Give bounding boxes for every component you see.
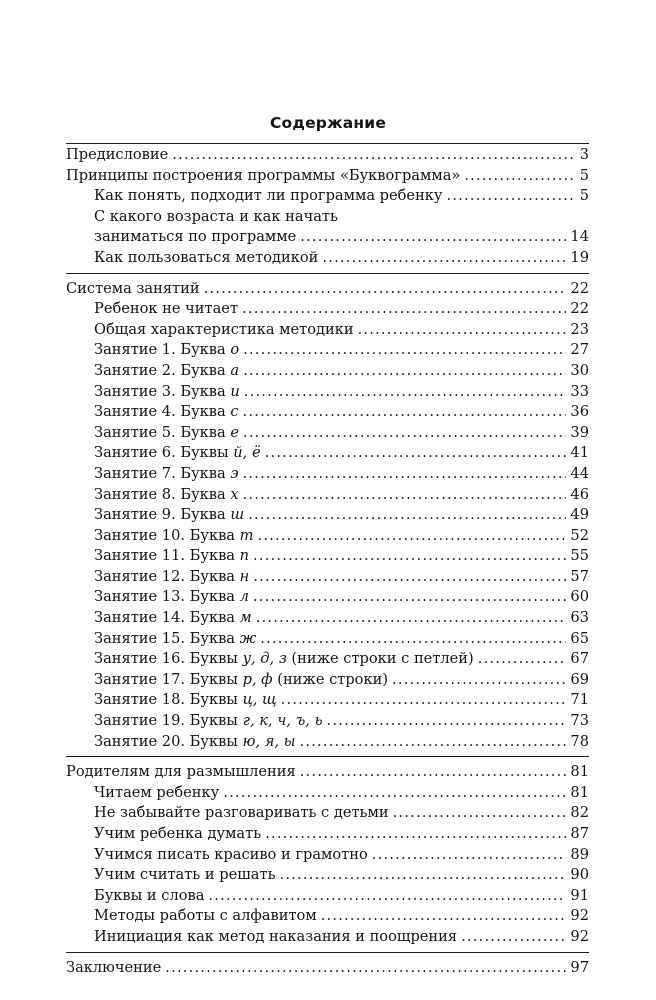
toc-entry[interactable] bbox=[66, 505, 589, 526]
toc-entry-title: С какого возраста и как начать bbox=[94, 207, 338, 225]
dot-leader bbox=[243, 340, 566, 361]
toc-entry[interactable] bbox=[66, 464, 589, 485]
toc-entry[interactable] bbox=[66, 227, 589, 248]
toc-entry[interactable] bbox=[66, 824, 589, 845]
toc-entry-title: Занятие 20. Буквы ю, я, ы bbox=[94, 732, 296, 750]
toc-entry[interactable] bbox=[66, 649, 589, 670]
page-number: 69 bbox=[570, 670, 589, 688]
dot-leader bbox=[447, 186, 576, 207]
dot-leader bbox=[243, 361, 566, 382]
toc-entry-title: Занятие 5. Буква е bbox=[94, 423, 239, 441]
toc-section[interactable] bbox=[66, 958, 589, 979]
page-number: 3 bbox=[579, 146, 589, 163]
toc-entry[interactable] bbox=[66, 340, 589, 361]
toc-entry[interactable] bbox=[66, 402, 589, 423]
toc-entry[interactable] bbox=[66, 587, 589, 608]
toc-entry[interactable] bbox=[66, 711, 589, 732]
dot-leader bbox=[242, 299, 566, 320]
toc-entry[interactable] bbox=[66, 207, 589, 228]
toc-entry-title: Занятие 4. Буква с bbox=[94, 403, 239, 421]
page-number: 67 bbox=[570, 650, 589, 668]
toc-entry[interactable] bbox=[66, 526, 589, 547]
page-number: 57 bbox=[570, 567, 589, 585]
dot-leader bbox=[461, 927, 566, 948]
dot-leader bbox=[248, 505, 566, 526]
toc-entry[interactable] bbox=[66, 670, 589, 691]
page-number: 19 bbox=[570, 248, 589, 266]
page-number: 36 bbox=[570, 403, 589, 421]
toc-entry-title: Не забывайте разговаривать с детьми bbox=[94, 804, 389, 822]
page-number: 30 bbox=[570, 361, 589, 379]
toc-entry-title: Занятие 8. Буква х bbox=[94, 485, 239, 503]
toc-entry[interactable] bbox=[66, 783, 589, 804]
page-number: 87 bbox=[570, 825, 589, 842]
dot-leader bbox=[253, 546, 566, 567]
page-number: 5 bbox=[579, 166, 589, 184]
dot-leader bbox=[243, 402, 567, 423]
dot-leader bbox=[165, 958, 566, 979]
toc-entry-title: Занятие 15. Буква ж bbox=[94, 629, 257, 647]
toc-entry-title: заниматься по программе bbox=[94, 228, 297, 246]
page-number: 81 bbox=[570, 783, 589, 801]
toc-entry[interactable] bbox=[66, 845, 589, 866]
toc-entry-title: Родителям для размышления bbox=[66, 763, 296, 781]
toc-entry-title: Учим ребенка думать bbox=[94, 825, 262, 842]
toc-entry-title: Учим считать и решать bbox=[94, 866, 276, 884]
dot-leader bbox=[300, 227, 566, 248]
dot-leader bbox=[256, 608, 567, 629]
dot-leader bbox=[478, 649, 567, 670]
toc-entry-title: Как понять, подходит ли программа ребенку bbox=[94, 187, 443, 205]
page-number: 82 bbox=[570, 804, 589, 822]
page-number: 89 bbox=[570, 845, 589, 863]
toc-entry[interactable] bbox=[66, 803, 589, 824]
toc-entry[interactable] bbox=[66, 690, 589, 711]
page-number: 78 bbox=[570, 732, 589, 750]
page-number: 44 bbox=[570, 464, 589, 482]
dot-leader bbox=[243, 464, 567, 485]
dot-leader bbox=[253, 567, 566, 588]
toc-entry-title: Как пользоваться методикой bbox=[94, 248, 319, 266]
toc-entry[interactable] bbox=[66, 886, 589, 907]
page-number: 5 bbox=[579, 187, 589, 205]
page-number: 27 bbox=[570, 341, 589, 359]
dot-leader bbox=[244, 382, 567, 403]
page-number: 23 bbox=[570, 320, 589, 338]
toc-entry-title: Предисловие bbox=[66, 146, 169, 163]
toc-entry-title: Занятие 13. Буква л bbox=[94, 588, 249, 606]
toc-entry-title: Занятие 1. Буква о bbox=[94, 341, 240, 359]
toc-section[interactable] bbox=[66, 145, 589, 166]
page-number: 46 bbox=[570, 485, 589, 503]
toc-entry-title: Занятие 11. Буква п bbox=[94, 547, 250, 565]
toc-entry[interactable] bbox=[66, 567, 589, 588]
toc-entry-title: Заключение bbox=[66, 958, 162, 976]
page-number: 81 bbox=[570, 763, 589, 781]
toc-entry-title: Занятие 19. Буквы г, к, ч, ъ, ь bbox=[94, 712, 323, 730]
dot-leader bbox=[322, 248, 566, 269]
page-number: 41 bbox=[570, 444, 589, 462]
toc-entry-title: Ребенок не читает bbox=[94, 300, 239, 318]
toc-entry[interactable] bbox=[66, 299, 589, 320]
page-number: 55 bbox=[570, 547, 589, 565]
dot-leader bbox=[204, 279, 567, 300]
page-number: 97 bbox=[570, 958, 589, 976]
toc-section[interactable] bbox=[66, 166, 589, 187]
dot-leader bbox=[243, 485, 567, 506]
page-number: 33 bbox=[570, 382, 589, 400]
toc-entry-title: Система занятий bbox=[66, 279, 200, 297]
toc-entry-title: Занятие 6. Буквы й, ё bbox=[94, 444, 261, 462]
page-number: 91 bbox=[570, 886, 589, 904]
toc-entry-title: Занятие 9. Буква ш bbox=[94, 506, 245, 524]
toc-entry-title: Читаем ребенку bbox=[94, 783, 220, 801]
toc-entry-title: Занятие 17. Буквы р, ф (ниже строки) bbox=[94, 670, 389, 688]
dot-leader bbox=[393, 803, 567, 824]
toc-entry[interactable] bbox=[66, 382, 589, 403]
toc-entry[interactable] bbox=[66, 732, 589, 753]
page-number: 65 bbox=[570, 629, 589, 647]
page-number: 22 bbox=[570, 279, 589, 297]
toc-entry-title: Занятие 2. Буква а bbox=[94, 361, 240, 379]
page-number: 52 bbox=[570, 526, 589, 544]
page-number: 92 bbox=[570, 927, 589, 945]
toc-entry[interactable] bbox=[66, 423, 589, 444]
page-number: 63 bbox=[570, 609, 589, 627]
toc-entry[interactable] bbox=[66, 361, 589, 382]
dot-leader bbox=[253, 587, 566, 608]
page-number: 90 bbox=[570, 866, 589, 884]
toc-entry[interactable] bbox=[66, 186, 589, 207]
toc-entry[interactable] bbox=[66, 443, 589, 464]
toc-entry[interactable] bbox=[66, 927, 589, 948]
page-number: 73 bbox=[570, 712, 589, 730]
dot-leader bbox=[281, 690, 567, 711]
dot-leader bbox=[321, 906, 567, 927]
dot-leader bbox=[372, 845, 567, 866]
dot-leader bbox=[300, 762, 567, 783]
toc-entry-title: Занятие 7. Буква э bbox=[94, 464, 239, 482]
page-number: 39 bbox=[570, 423, 589, 441]
toc-entry[interactable] bbox=[66, 629, 589, 650]
dot-leader bbox=[265, 443, 567, 464]
page-title: Содержание bbox=[269, 114, 387, 132]
page-number: 22 bbox=[570, 300, 589, 318]
dot-leader bbox=[280, 865, 567, 886]
dot-leader bbox=[172, 145, 575, 166]
toc-entry[interactable] bbox=[66, 248, 589, 269]
dot-leader bbox=[260, 629, 566, 650]
dot-leader bbox=[208, 886, 566, 907]
toc-entry[interactable] bbox=[66, 906, 589, 927]
page-number: 14 bbox=[570, 228, 589, 246]
toc-entry-title: Методы работы с алфавитом bbox=[94, 907, 317, 925]
page-number: 92 bbox=[570, 907, 589, 925]
toc-entry-title: Занятие 18. Буквы ц, щ bbox=[94, 691, 277, 709]
dot-leader bbox=[392, 670, 566, 691]
toc-entry-title: Занятие 10. Буква т bbox=[94, 526, 254, 544]
dot-leader bbox=[327, 711, 567, 732]
toc-entry-title: Принципы построения программы «Буквограмма» bbox=[66, 166, 461, 184]
toc-entry[interactable] bbox=[66, 608, 589, 629]
page-number: 49 bbox=[570, 506, 589, 524]
toc-entry-title: Занятие 16. Буквы у, д, з (ниже строки с петлей) bbox=[94, 650, 474, 668]
dot-leader bbox=[223, 783, 566, 804]
toc-entry-title: Инициация как метод наказания и поощрения bbox=[94, 927, 458, 945]
toc-entry-title: Занятие 3. Буква и bbox=[94, 382, 240, 400]
toc-entry[interactable] bbox=[66, 546, 589, 567]
dot-leader bbox=[464, 166, 575, 187]
toc-entry[interactable] bbox=[66, 865, 589, 886]
dot-leader bbox=[265, 824, 566, 845]
toc-entry[interactable] bbox=[66, 320, 589, 341]
page-number: 71 bbox=[570, 691, 589, 709]
page-number: 60 bbox=[570, 588, 589, 606]
toc-entry-title: Учимся писать красиво и грамотно bbox=[94, 845, 368, 863]
dot-leader bbox=[300, 732, 567, 753]
dot-leader bbox=[243, 423, 566, 444]
toc-entry[interactable] bbox=[66, 485, 589, 506]
toc-section[interactable] bbox=[66, 279, 589, 300]
toc-entry-title: Общая характеристика методики bbox=[94, 320, 354, 338]
toc-entry-title: Буквы и слова bbox=[94, 886, 205, 904]
toc-entry-title: Занятие 12. Буква н bbox=[94, 567, 250, 585]
dot-leader bbox=[358, 320, 567, 341]
table-of-contents bbox=[66, 143, 589, 978]
toc-entry-title: Занятие 14. Буква м bbox=[94, 609, 252, 627]
toc-section[interactable] bbox=[66, 762, 589, 783]
dot-leader bbox=[257, 526, 566, 547]
